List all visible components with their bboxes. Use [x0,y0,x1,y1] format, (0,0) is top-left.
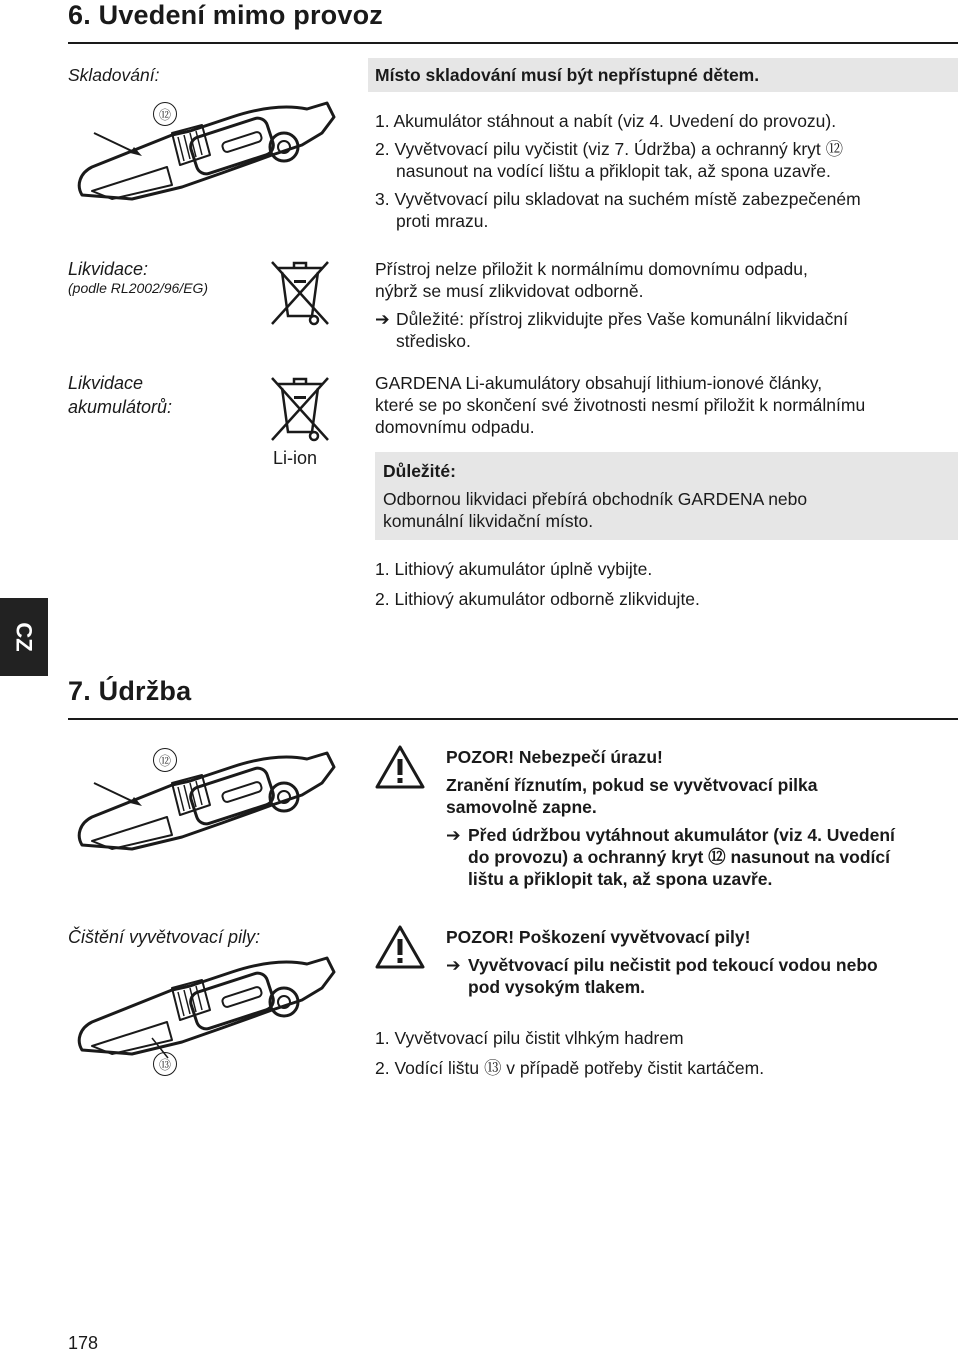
storage-steps [375,110,955,232]
important-line: komunální likvidační místo. [383,511,594,531]
important-line: Odbornou likvidaci přebírá obchodník GARDENA nebo [383,489,808,509]
battery-steps [375,558,955,610]
disposal-label: Likvidace: [68,259,149,279]
callout-12-text: ⑫ [158,107,171,122]
battery-label-2: akumulátorů: [68,397,173,417]
important-title: Důležité: [383,461,456,481]
cleaning-step: 1. Vyvětvovací pilu čistit vlhkým hadrem [375,1028,684,1048]
crossed-out-bin-icon [268,258,332,328]
warning-2-action [446,954,956,998]
section-title: 7. Údržba [68,676,192,706]
battery-line: domovnímu odpadu. [375,417,535,437]
warning-1-action-line: Před údržbou vytáhnout akumulátor (viz 4. Uvedení [468,825,895,845]
battery-step: 2. Lithiový akumulátor odborně zlikvidujte. [375,589,700,609]
disposal-line: nýbrž se musí zlikvidovat odborně. [375,281,644,301]
battery-line: GARDENA Li-akumulátory obsahují lithium-ionové články, [375,373,823,393]
page-number: 178 [68,1333,99,1353]
warning-1-title: POZOR! Nebezpečí úrazu! [446,747,663,767]
pruner-figure-maintenance [72,745,342,860]
callout-12 [153,748,177,772]
disposal-sublabel: (podle RL2002/96/EG) [68,280,209,296]
section-title: 6. Uvedení mimo provoz [68,0,383,30]
warning-1 [446,746,956,890]
warning-2-title: POZOR! Poškození vyvětvovací pily! [446,927,751,947]
language-tab [0,598,48,676]
pruner-figure-storage [72,95,342,210]
storage-step: 2. Vyvětvovací pilu vyčistit (viz 7. Údržba) a ochranný kryt ⑫ [375,139,844,159]
warning-2-action-line: Vyvětvovací pilu nečistit pod tekoucí vodou nebo [468,955,878,975]
important-content [383,460,953,532]
cleaning-steps [375,1027,955,1079]
warning-1-action-line: do provozu) a ochranný kryt ⑫ nasunout na vodící [468,847,890,867]
warning-1-line: samovolně zapne. [446,797,597,817]
cleaning-step: 2. Vodící lištu ⑬ v případě potřeby čistit kartáčem. [375,1058,765,1078]
storage-step-cont: nasunout na vodící lištu a přiklopit tak, až spona uzavře. [396,161,831,181]
warning-triangle-icon [375,744,425,790]
language-tab-label: CZ [11,622,37,652]
warning-2 [446,926,956,998]
warning-triangle-icon [375,924,425,970]
battery-label-1: Likvidace [68,373,144,393]
pruner-figure-cleaning [72,950,342,1065]
storage-step-cont: proti mrazu. [396,211,489,231]
battery-line: které se po skončení své životnosti nesmí přiložit k normálnímu [375,395,866,415]
warning-1-action [446,824,956,890]
storage-step: 3. Vyvětvovací pilu skladovat na suchém místě zabezpečeném [375,189,861,209]
cleaning-label: Čištění vyvětvovací pily: [68,927,261,947]
warning-2-action-line: pod vysokým tlakem. [468,977,646,997]
crossed-out-bin-icon [268,374,332,444]
liion-label: Li-ion [273,448,318,468]
callout-13-text: ⑬ [158,1057,171,1072]
battery-text [375,372,955,438]
callout-12 [153,102,177,126]
disposal-note [375,308,955,352]
right-arrow-icon: ➔ [375,309,390,329]
section-rule [68,42,958,44]
disposal-note-line: středisko. [396,331,471,351]
storage-heading: Místo skladování musí být nepřístupné dětem. [375,65,760,85]
right-arrow-icon: ➔ [446,955,461,975]
disposal-line: Přístroj nelze přiložit k normálnímu domovnímu odpadu, [375,259,808,279]
section-rule [68,718,958,720]
storage-label: Skladování: [68,65,160,85]
disposal-note-line: Důležité: přístroj zlikvidujte přes Vaše komunální likvidační [396,309,848,329]
callout-12-text: ⑫ [158,753,171,768]
disposal-text [375,258,955,352]
battery-step: 1. Lithiový akumulátor úplně vybijte. [375,559,653,579]
storage-step: 1. Akumulátor stáhnout a nabít (viz 4. Uvedení do provozu). [375,111,837,131]
warning-1-action-line: lištu a přiklopit tak, až spona uzavře. [468,869,773,889]
callout-13 [153,1052,177,1076]
right-arrow-icon: ➔ [446,825,461,845]
warning-1-line: Zranění říznutím, pokud se vyvětvovací pilka [446,775,818,795]
